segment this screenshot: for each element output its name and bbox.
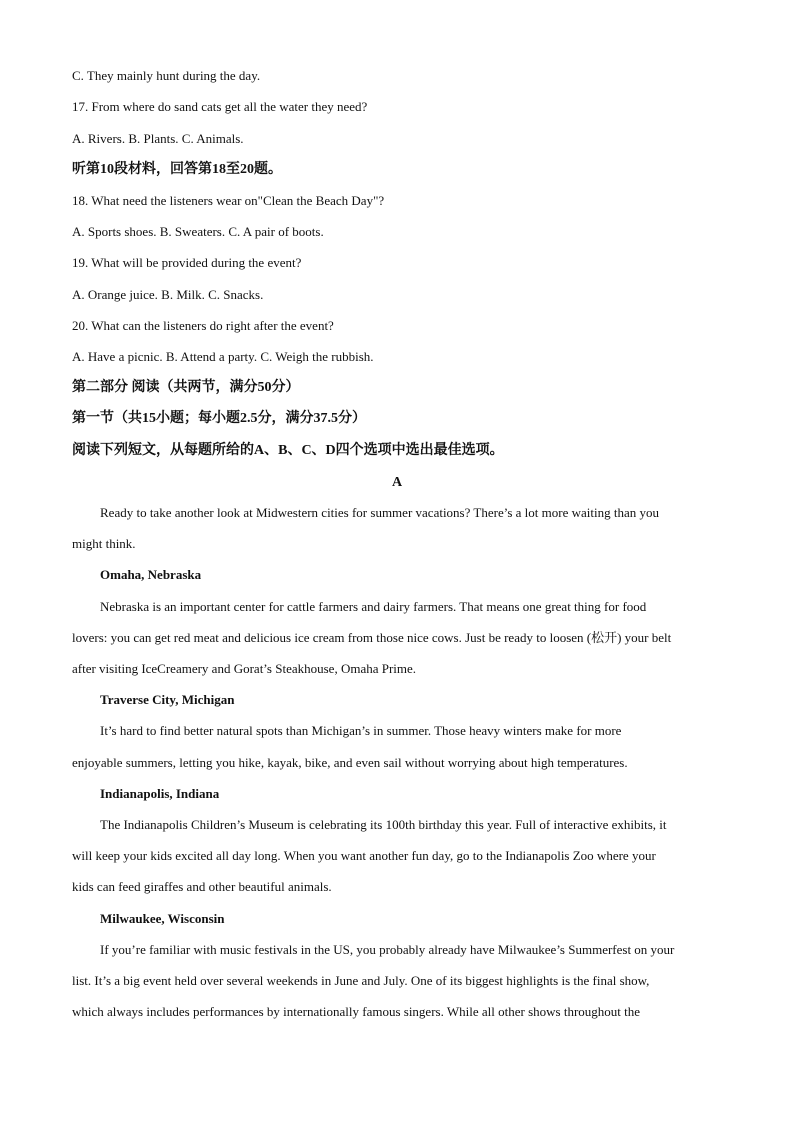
city-heading: Omaha, Nebraska (100, 567, 202, 582)
paragraph-line: list. It’s a big event held over several weekends in June and July. One of its biggest highlights is the final show, (72, 973, 650, 988)
city-heading: Milwaukee, Wisconsin (100, 911, 225, 926)
city-heading: Indianapolis, Indiana (100, 786, 220, 801)
paragraph-line: will keep your kids excited all day long. When you want another fun day, go to the Indianapolis Zoo where your (72, 848, 656, 863)
part-heading: 第二部分 阅读（共两节，满分50分） (72, 380, 300, 395)
paragraph-line: enjoyable summers, letting you hike, kayak, bike, and even sail without worrying about high temperatures. (72, 755, 628, 770)
paragraph-line: might think. (72, 536, 136, 551)
answer-options-18: A. Sports shoes. B. Sweaters. C. A pair of boots. (72, 224, 324, 239)
paragraph-line: lovers: you can get red meat and delicious ice cream from those nice cows. Just be ready to loosen (松开) your belt (72, 630, 672, 645)
section-instruction: 听第10段材料，回答第18至20题。 (72, 162, 282, 177)
answer-options-17: A. Rivers. B. Plants. C. Animals. (72, 131, 244, 146)
passage-label: A (391, 475, 403, 490)
answer-options-19: A. Orange juice. B. Milk. C. Snacks. (72, 287, 264, 302)
question-18: 18. What need the listeners wear on"Clean the Beach Day"? (72, 193, 385, 208)
paragraph-line: Nebraska is an important center for cattle farmers and dairy farmers. That means one great thing for food (100, 599, 647, 614)
reading-instruction: 阅读下列短文，从每题所给的A、B、C、D四个选项中选出最佳选项。 (72, 443, 504, 458)
paragraph-line: The Indianapolis Children’s Museum is celebrating its 100th birthday this year. Full of interactive exhibits, it (100, 817, 667, 832)
question-19: 19. What will be provided during the event? (72, 255, 302, 270)
question-17: 17. From where do sand cats get all the water they need? (72, 99, 368, 114)
paragraph-line: Ready to take another look at Midwestern cities for summer vacations? There’s a lot more waiting than you (100, 505, 659, 520)
answer-options-20: A. Have a picnic. B. Attend a party. C. Weigh the rubbish. (72, 349, 374, 364)
city-heading: Traverse City, Michigan (100, 692, 235, 707)
question-20: 20. What can the listeners do right after the event? (72, 318, 334, 333)
paragraph-line: after visiting IceCreamery and Gorat’s Steakhouse, Omaha Prime. (72, 661, 417, 676)
paragraph-line: which always includes performances by internationally famous singers. While all other shows throughout the (72, 1004, 641, 1019)
paragraph-line: It’s hard to find better natural spots than Michigan’s in summer. Those heavy winters make for more (100, 723, 622, 738)
paragraph-line: If you’re familiar with music festivals in the US, you probably already have Milwaukee’s Summerfest on your (100, 942, 675, 957)
answer-option-line: C. They mainly hunt during the day. (72, 68, 261, 83)
paragraph-line: kids can feed giraffes and other beautiful animals. (72, 879, 332, 894)
section-heading: 第一节（共15小题；每小题2.5分，满分37.5分） (72, 411, 366, 426)
